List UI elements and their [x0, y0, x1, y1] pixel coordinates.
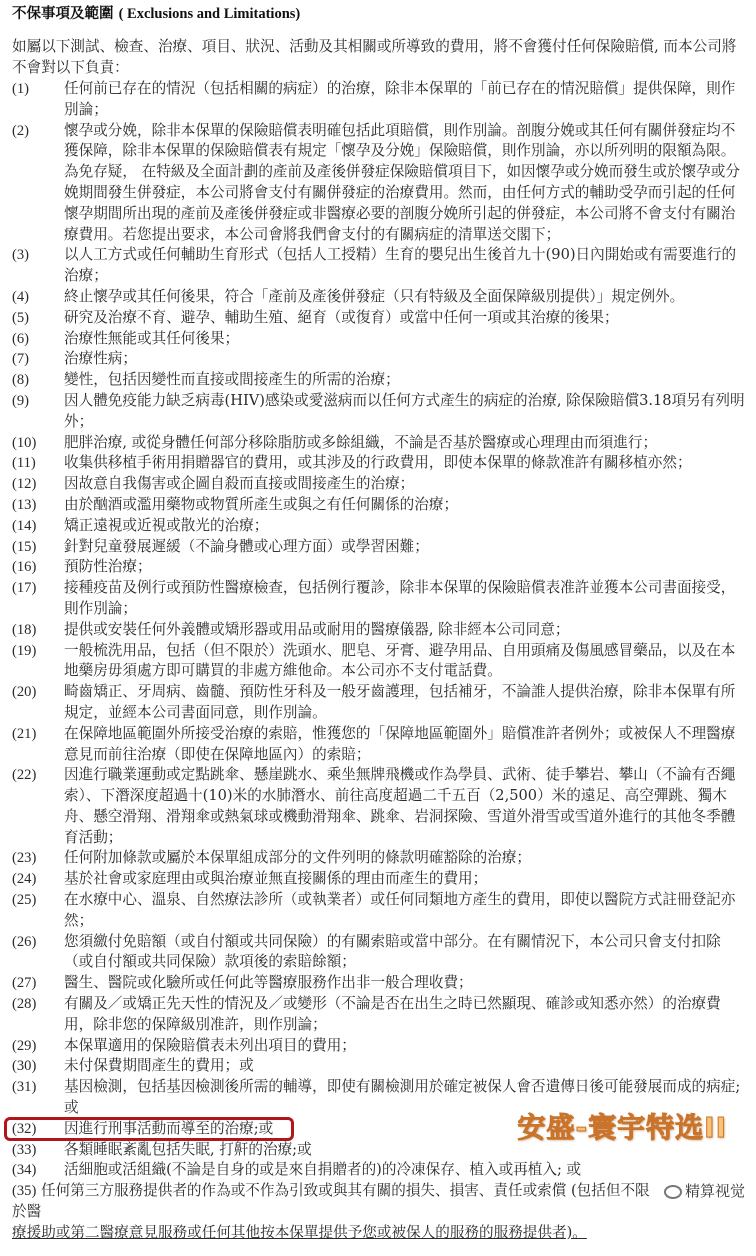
item-text: 研究及治療不育、避孕、輔助生殖、絕育（或復育）或當中任何一項或其治療的後果；	[64, 308, 619, 326]
item-text: 針對兒童發展遲緩（不論身體或心理方面）或學習困難；	[64, 537, 429, 555]
item-number: (30)	[12, 1058, 37, 1075]
exclusion-item	[12, 682, 747, 724]
exclusion-item	[12, 765, 747, 848]
exclusion-item	[12, 578, 747, 620]
exclusion-item	[12, 869, 747, 890]
item-number: (4)	[12, 288, 30, 305]
exclusion-item	[12, 1036, 747, 1057]
exclusion-item	[12, 391, 747, 433]
exclusion-item	[12, 537, 747, 558]
item-number: (17)	[12, 580, 37, 597]
exclusion-item	[12, 370, 747, 391]
item-text: 醫生、醫院或化驗所或任何此等醫療服務作出非一般合理收費；	[64, 974, 473, 992]
exclusion-item	[12, 79, 747, 121]
section-title	[12, 2, 300, 23]
exclusion-item	[12, 1160, 747, 1181]
item-number: (10)	[12, 434, 37, 451]
item-number: (8)	[12, 372, 30, 389]
item-number: (16)	[12, 559, 37, 576]
item-number: (14)	[12, 517, 37, 534]
item-text: 一般梳洗用品，包括（但不限於）洗頭水、肥皂、牙膏、避孕用品、自用頭痛及傷風感冒藥品，以及在本地藥房毋須處方即可購買的非處方維他命。本公司亦不支付電話費。	[64, 641, 736, 680]
exclusion-item	[12, 641, 747, 683]
exclusion-item	[12, 287, 747, 308]
item-text: 基因檢測，包括基因檢測後所需的輔導，即使有關檢測用於確定被保人會否遺傳日後可能發展而成的病症; 或	[64, 1078, 741, 1117]
item-number: (34)	[12, 1162, 37, 1179]
item-text: 任何第三方服務提供者的作為或不作為引致或與其有關的損失、損害、責任或索償 (包括但不限於醫	[12, 1182, 650, 1221]
item-text: 未付保費期間產生的費用；或	[64, 1057, 254, 1075]
item-number: (23)	[12, 850, 37, 867]
exclusion-item	[12, 1181, 747, 1243]
item-text: 任何附加條款或屬於本保單組成部分的文件列明的條款明確豁除的治療；	[64, 849, 532, 867]
item-text: 有關及／或矯正先天性的情況及／或變形（不論是否在出生之時已然顯現、確診或知悉亦然）的治療費用，除非您的保障級別准許，則作別論；	[64, 995, 721, 1033]
item-text: 基於社會或家庭理由或與治療並無直接關係的理由而產生的費用；	[64, 870, 488, 888]
item-text: 在水療中心、溫泉、自然療法診所（或執業者）或任何同類地方產生的費用，即使以醫院方式註冊登記亦然；	[64, 891, 736, 929]
item-text: 因進行刑事活動而導至的治療;或	[64, 1119, 274, 1137]
product-watermark: 安盛-寰宇特选II	[517, 1110, 727, 1144]
item-number: (28)	[12, 996, 37, 1013]
source-badge	[662, 1181, 747, 1202]
exclusion-item	[12, 1110, 747, 1144]
item-number: (20)	[12, 684, 37, 701]
highlight-box	[4, 1117, 294, 1141]
exclusion-item	[12, 848, 747, 869]
exclusion-item	[12, 1056, 747, 1077]
item-number: (19)	[12, 642, 37, 659]
item-number: (27)	[12, 975, 37, 992]
item-text: 活細胞或活組織(不論是自身的或是來自捐贈者的)的冷凍保存、植入或再植入; 或	[64, 1161, 582, 1179]
exclusion-item	[12, 1140, 747, 1161]
item-text: 任何前已存在的情況（包括相關的病症）的治療，除非本保單的「前已存在的情況賠償」提供保障，則作別論；	[64, 80, 736, 118]
item-text: 懷孕或分娩，除非本保單的保險賠償表明確包括此項賠償，則作別論。剖腹分娩或其任何有關併發症均不獲保障，除非本保單的保險賠償表有規定「懷孕及分娩」保險賠償，則作別論，亦以所列明的限額為限。為免存疑， 在特級及全面計劃的產前及產後併發症保險賠償項目下，如因懷孕或分娩而發生或於懷孕或分娩期間發生併發症，本公司將會支付有關併發症的治療費用。然而，由任何方式的輔助受孕而引起的任何懷孕期間所出現的產前及產後併發症或非醫療必要的剖腹分娩所引起的併發症，本公司將不會支付有關治療費用。若您提出要求，本公司會將我們會支付的有關病症的清單送交閣下；	[64, 121, 740, 243]
item-number: (32)	[12, 1120, 37, 1137]
exclusion-item	[12, 349, 747, 370]
exclusion-item	[12, 474, 747, 495]
exclusion-item	[12, 495, 747, 516]
item-number: (9)	[12, 392, 30, 409]
item-text-underlined: 療援助或第二醫療意見服務或任何其他按本保單提供予您或被保人的服務的服務提供者)。	[12, 1223, 587, 1241]
item-number: (7)	[12, 351, 30, 368]
item-number: (2)	[12, 122, 30, 139]
item-text: 以人工方式或任何輔助生育形式（包括人工授精）生育的嬰兒出生後首九十(90)日內開始或有需要進行的治療；	[64, 246, 737, 285]
exclusion-item	[12, 932, 747, 974]
item-text: 肥胖治療, 或從身體任何部分移除脂肪或多餘組織，不論是否基於醫療或心理理由而須進行；	[64, 433, 658, 451]
item-number: (13)	[12, 496, 37, 513]
item-number: (33)	[12, 1141, 37, 1158]
item-text: 接種疫苗及例行或預防性醫療檢查，包括例行覆診，除非本保單的保險賠償表准許並獲本公司書面接受，則作別論；	[64, 579, 736, 617]
exclusion-item	[12, 516, 747, 537]
item-number: (1)	[12, 81, 30, 97]
title-en: ( Exclusions and Limitations)	[118, 6, 301, 22]
item-text: 預防性治療；	[64, 558, 152, 576]
item-text: 各類睡眠紊亂包括失眠, 打鼾的治療;或	[64, 1140, 312, 1158]
item-text: 因進行職業運動或定點跳傘、懸崖跳水、乘坐無牌飛機或作為學員、武術、徒手攀岩、攀山（不論有否繩索）、下潛深度超過十(10)米的水肺潛水、前往高度超過二千五百（2,500）米的遠足、高空彈跳、獨木舟、懸空滑翔、滑翔傘或熱氣球或機動滑翔傘、跳傘、岩洞探險、雪道外滑雪或雪道外進行的其他冬季體育活動；	[64, 766, 736, 846]
item-number: (15)	[12, 538, 37, 555]
item-number: (6)	[12, 330, 30, 347]
item-text: 提供或安裝任何外義體或矯形器或用品或耐用的醫療儀器, 除非經本公司同意；	[64, 620, 570, 638]
item-text: 收集供移植手術用捐贈器官的費用，或其涉及的行政費用，即使本保單的條款准許有關移植亦然；	[64, 454, 692, 472]
item-text: 終止懷孕或其任何後果，符合「產前及產後併發症（只有特級及全面保障級別提供）」規定例外。	[64, 287, 685, 305]
item-text: 矯正遠視或近視或散光的治療；	[64, 516, 269, 534]
item-number: (18)	[12, 621, 37, 638]
item-number: (31)	[12, 1079, 37, 1096]
wechat-icon	[664, 1185, 682, 1199]
source-badge-label: 精算视觉	[684, 1182, 745, 1201]
item-text: 治療性無能或其任何後果；	[64, 329, 240, 347]
item-number: (21)	[12, 725, 37, 742]
item-number: (29)	[12, 1037, 37, 1054]
item-number: (5)	[12, 309, 30, 326]
item-number: (22)	[12, 767, 37, 784]
exclusions-list	[12, 79, 747, 1256]
intro-paragraph: 如屬以下測試、檢查、治療、項目、狀況、活動及其相關或所導致的費用，將不會獲付任何保險賠償, 而本公司將不會對以下負責：	[12, 38, 737, 76]
exclusion-item	[12, 433, 747, 454]
item-number: (35)	[12, 1183, 37, 1200]
item-number: (12)	[12, 476, 37, 493]
item-text: 治療性病；	[64, 350, 137, 368]
item-text: 因故意自我傷害或企圖自殺而直接或間接產生的治療；	[64, 475, 415, 493]
item-text: 因人體免疫能力缺乏病毒(HIV)感染或愛滋病而以任何方式產生的病症的治療, 除保險賠償3.18項另有列明外；	[64, 391, 745, 430]
item-text: 您須繳付免賠額（或自付額或共同保險）的有關索賠或當中部分。在有關情況下，本公司只會支付扣除（或自付額或共同保險）款項後的索賠餘額；	[64, 932, 721, 971]
item-text: 畸齒矯正、牙周病、齒髓、預防性牙科及一般牙齒護理，包括補牙，不論誰人提供治療，除非本保單有所規定，並經本公司書面同意，則作別論。	[64, 683, 736, 721]
item-number: (3)	[12, 247, 30, 264]
item-text: 由於酗酒或濫用藥物或物質所產生或與之有任何關係的治療；	[64, 495, 459, 513]
exclusion-item	[12, 453, 747, 474]
exclusion-item	[12, 890, 747, 932]
item-number: (24)	[12, 871, 37, 888]
exclusion-item	[12, 245, 747, 287]
item-text: 在保障地區範圍外所接受治療的索賠，惟獲您的「保障地區範圍外」賠償准許者例外；或被保人不理醫療意見而前往治療（即使在保障地區內）的索賠；	[64, 724, 736, 763]
exclusion-item	[12, 724, 747, 766]
exclusion-item	[12, 557, 747, 578]
item-number: (11)	[12, 455, 36, 472]
item-text: 變性，包括因變性而直接或間接產生的所需的治療；	[64, 371, 400, 389]
exclusion-item	[12, 329, 747, 350]
item-number: (25)	[12, 892, 37, 909]
exclusion-item	[12, 121, 747, 246]
title-zh: 不保事項及範圍	[12, 5, 114, 22]
item-text: 本保單適用的保險賠償表未列出項目的費用；	[64, 1036, 356, 1054]
exclusion-item	[12, 973, 747, 994]
exclusion-item	[12, 620, 747, 641]
item-number: (26)	[12, 933, 37, 950]
exclusion-item	[12, 994, 747, 1036]
exclusion-item	[12, 308, 747, 329]
